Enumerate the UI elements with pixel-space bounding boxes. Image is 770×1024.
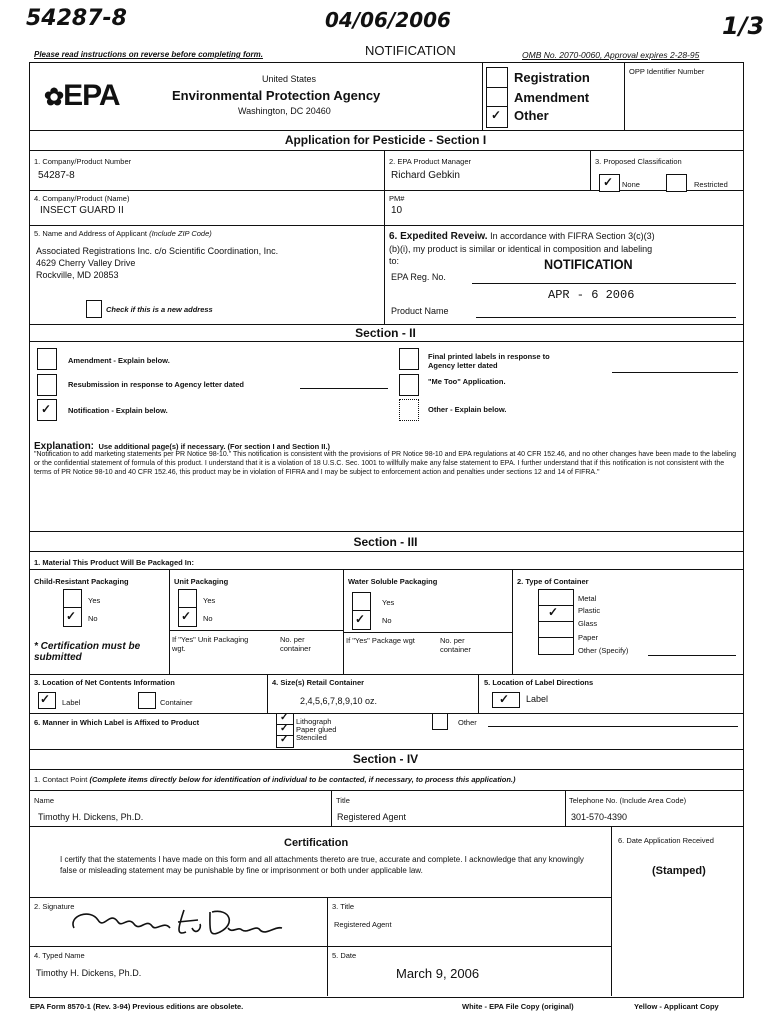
net-contents-container-option: Container: [160, 698, 193, 707]
container-paper-checkbox[interactable]: [538, 637, 574, 655]
unit-packaging-weight-label: If "Yes" Unit Packaging wgt.: [172, 635, 249, 653]
manner-affixed-label: 6. Manner in Which Label is Affixed to Product: [34, 718, 200, 727]
sizes-retail-value[interactable]: 2,4,5,6,7,8,9,10 oz.: [300, 696, 378, 706]
lithograph-label: Lithograph: [296, 717, 332, 726]
section1-title: Application for Pesticide - Section I: [284, 133, 487, 147]
type-of-container-label: 2. Type of Container: [517, 577, 589, 586]
agency-name: Environmental Protection Agency: [172, 88, 381, 103]
pm-number-label: PM#: [389, 194, 405, 203]
classification-restricted-label: Restricted: [694, 180, 728, 189]
expedited-text-1: In accordance with FIFRA Section 3(c)(3): [490, 231, 655, 241]
notification-check-mark-icon: ✓: [41, 402, 52, 416]
other-explain-checkbox[interactable]: [399, 399, 419, 421]
applicant-line1[interactable]: Associated Registrations Inc. c/o Scientific Coordination, Inc.: [36, 246, 279, 256]
date-label: 5. Date: [332, 951, 357, 960]
company-product-number-value[interactable]: 54287-8: [38, 170, 75, 181]
location-net-contents-label: 3. Location of Net Contents Information: [34, 678, 175, 687]
product-name-label: Product Name: [391, 306, 449, 316]
paper-glued-label: Paper glued: [296, 725, 337, 734]
water-soluble-yes-label: Yes: [382, 598, 395, 607]
other-label: Other: [514, 108, 549, 123]
child-resistant-yes-label: Yes: [88, 596, 101, 605]
section3-title: Section - III: [353, 535, 418, 549]
manner-other-label: Other: [458, 718, 477, 727]
container-paper-label: Paper: [578, 633, 599, 642]
instructions-note: Please read instructions on reverse before completing form.: [34, 50, 263, 59]
amendment-label: Amendment: [514, 90, 590, 105]
unit-packaging-yes-checkbox[interactable]: [178, 589, 197, 609]
contact-name-value[interactable]: Timothy H. Dickens, Ph.D.: [38, 812, 144, 822]
contact-title-label: Title: [336, 796, 350, 805]
typed-name-label: 4. Typed Name: [34, 951, 85, 960]
stenciled-label: Stenciled: [296, 733, 327, 742]
date-received-label: 6. Date Application Received: [618, 836, 714, 845]
new-address-checkbox[interactable]: [86, 300, 102, 318]
expedited-text-3: to:: [389, 256, 400, 266]
product-manager-value[interactable]: Richard Gebkin: [391, 170, 460, 181]
form-number-footer: EPA Form 8570-1 (Rev. 3-94) Previous editions are obsolete.: [30, 1002, 244, 1011]
unit-packaging-yes-label: Yes: [203, 596, 216, 605]
section2-title: Section - II: [355, 326, 416, 340]
net-contents-label-option: Label: [62, 698, 81, 707]
explanation-note: Use additional page(s) if necessary. (For section I and Section II.): [98, 442, 331, 451]
other-check-mark-icon: ✓: [491, 108, 502, 122]
omb-number: OMB No. 2070-0060, Approval expires 2-28-95: [522, 50, 700, 60]
directions-label-check-icon: ✓: [499, 692, 510, 706]
telephone-label: Telephone No. (Include Area Code): [569, 796, 687, 805]
new-address-label: Check if this is a new address: [106, 305, 213, 314]
handwritten-signature: [60, 898, 300, 946]
form-type-heading: NOTIFICATION: [365, 43, 456, 58]
net-contents-container-checkbox[interactable]: [138, 692, 156, 709]
received-date-stamp: APR - 6 2006: [548, 288, 635, 302]
child-resistant-no-check-icon: ✓: [66, 609, 77, 623]
container-glass-label: Glass: [578, 619, 598, 628]
explanation-label: Explanation:: [34, 441, 95, 452]
agency-line1: United States: [262, 74, 317, 84]
stamped-label: (Stamped): [652, 865, 706, 877]
typed-name-value[interactable]: Timothy H. Dickens, Ph.D.: [36, 968, 142, 978]
notification-stamp: NOTIFICATION: [544, 256, 633, 272]
directions-label-option: Label: [526, 694, 549, 704]
certification-statement: I certify that the statements I have made on this form and all attachments thereto are true, accurate and complete. I acknowledge that any knowingly false or misleading statement may be punishable by fine or imprisonment or both under applicable law.: [60, 855, 584, 875]
location-directions-label: 5. Location of Label Directions: [484, 678, 594, 687]
container-plastic-check-icon: ✓: [548, 605, 559, 619]
water-soluble-no-check-icon: ✓: [355, 612, 366, 626]
child-resistant-label: Child-Resistant Packaging: [34, 577, 129, 586]
container-plastic-label: Plastic: [578, 606, 601, 615]
final-labels-text-1: Final printed labels in response to: [428, 352, 550, 361]
package-weight-label: If "Yes" Package wgt: [346, 636, 415, 645]
applicant-line3[interactable]: Rockville, MD 20853: [36, 270, 119, 280]
unit-packaging-count-label: No. per container: [280, 635, 311, 653]
manner-options: [296, 718, 336, 742]
applicant-label-note: (Include ZIP Code): [149, 229, 212, 238]
me-too-checkbox[interactable]: [399, 374, 419, 396]
proposed-classification-label: 3. Proposed Classification: [595, 157, 682, 166]
child-resistant-yes-checkbox[interactable]: [63, 589, 82, 609]
expedited-text-2: (b)(i), my product is similar or identical in composition and labeling: [389, 244, 653, 254]
lithograph-check-icon: ✓: [280, 712, 289, 723]
amendment-explain-label: Amendment - Explain below.: [68, 356, 170, 365]
container-metal-label: Metal: [578, 594, 597, 603]
epa-logo-text: EPA: [63, 79, 120, 112]
signer-title-value[interactable]: Registered Agent: [334, 920, 392, 929]
final-labels-checkbox[interactable]: [399, 348, 419, 370]
unit-packaging-label: Unit Packaging: [174, 577, 229, 586]
container-other-label: Other (Specify): [578, 646, 629, 655]
resubmission-label: Resubmission in response to Agency letter dated: [68, 380, 245, 389]
sizes-retail-label: 4. Size(s) Retail Container: [272, 678, 365, 687]
manner-other-checkbox[interactable]: [432, 713, 448, 730]
contact-name-label: Name: [34, 796, 55, 805]
final-labels-text-2: Agency letter dated: [428, 361, 498, 370]
contact-point-label: 1. Contact Point: [34, 775, 88, 784]
notification-label: Notification - Explain below.: [68, 406, 168, 415]
agency-city: Washington, DC 20460: [238, 106, 331, 116]
none-check-mark-icon: ✓: [603, 175, 614, 189]
material-packaged-label: 1. Material This Product Will Be Packaged In:: [34, 558, 194, 567]
telephone-value[interactable]: 301-570-4390: [571, 812, 628, 822]
company-product-name-label: 4. Company/Product (Name): [34, 194, 130, 203]
company-product-number-label: 1. Company/Product Number: [34, 157, 132, 166]
unit-packaging-no-label: No: [203, 614, 213, 623]
water-soluble-label: Water Soluble Packaging: [348, 577, 438, 586]
amendment-checkbox[interactable]: [486, 87, 508, 108]
date-value[interactable]: March 9, 2006: [396, 966, 480, 981]
explanation-text[interactable]: "Notification to add marketing statements per PR Notice 98-10." This notification is consistent with the provisions of PR Notice 98-10 and EPA regulations at 40 CFR 152.46, and no other changes have been made to the labeling or the confidential statement of formula of this product. I understand that it is a violation of 18 U.S.C. Sec. 1001 to willfully make any false statement to EPA. I further understand that if this notification is not consistent with the terms of PR Notice 98-10 and 40 CFR 152.46, this product may be in violation of FIFRA and I may be subject to enforcement action and penalties under sections 12 and 14 of FIFRA.": [34, 451, 737, 476]
paper-glued-check-icon: ✓: [280, 723, 289, 734]
package-count-label: No. per container: [440, 636, 471, 654]
expedited-review-label: 6. Expedited Reveiw.: [389, 231, 488, 242]
other-explain-label: Other - Explain below.: [428, 405, 507, 414]
handwritten-page-count: 1/3: [722, 12, 765, 40]
water-soluble-no-label: No: [382, 616, 392, 625]
water-soluble-yes-checkbox[interactable]: [352, 592, 371, 612]
signer-title-label: 3. Title: [332, 902, 355, 911]
white-copy-footer: White - EPA File Copy (original): [462, 1002, 574, 1011]
resubmission-checkbox[interactable]: [37, 374, 57, 396]
handwritten-date: 04/06/2006: [325, 8, 451, 32]
epa-logo: [44, 79, 120, 113]
amendment-explain-checkbox[interactable]: [37, 348, 57, 370]
yellow-copy-footer: Yellow - Applicant Copy: [634, 1002, 719, 1011]
net-contents-label-check-icon: ✓: [40, 692, 51, 706]
contact-title-value[interactable]: Registered Agent: [337, 812, 407, 822]
stenciled-check-icon: ✓: [280, 734, 289, 745]
signature-label: 2. Signature: [34, 902, 75, 911]
certification-must-note: * Certification must be submitted: [34, 641, 141, 663]
unit-packaging-no-check-icon: ✓: [181, 609, 192, 623]
handwritten-number: 54287-8: [26, 6, 127, 31]
contact-point-note: (Complete items directly below for identification of individual to be contacted, if necessary, to process this application.): [89, 775, 516, 784]
classification-none-label: None: [622, 180, 640, 189]
registration-label: Registration: [514, 70, 590, 85]
product-manager-label: 2. EPA Product Manager: [389, 157, 471, 166]
epa-reg-no-label: EPA Reg. No.: [391, 272, 446, 282]
applicant-label: [34, 229, 212, 238]
certification-title: Certification: [284, 837, 349, 849]
section4-title: Section - IV: [352, 752, 419, 766]
pm-number-value[interactable]: 10: [391, 205, 403, 216]
applicant-line2[interactable]: 4629 Cherry Valley Drive: [36, 258, 136, 268]
child-resistant-no-label: No: [88, 614, 98, 623]
final-labels-label: [428, 352, 550, 370]
epa-flower-icon: ✿: [44, 84, 64, 111]
opp-identifier-label: OPP Identifier Number: [629, 67, 705, 76]
classification-restricted-checkbox[interactable]: [666, 174, 687, 192]
contact-point-row: [34, 775, 516, 784]
company-product-name-value[interactable]: INSECT GUARD II: [40, 205, 124, 216]
registration-checkbox[interactable]: [486, 67, 508, 89]
applicant-label-text: 5. Name and Address of Applicant: [34, 229, 147, 238]
me-too-label: "Me Too" Application.: [428, 377, 506, 386]
